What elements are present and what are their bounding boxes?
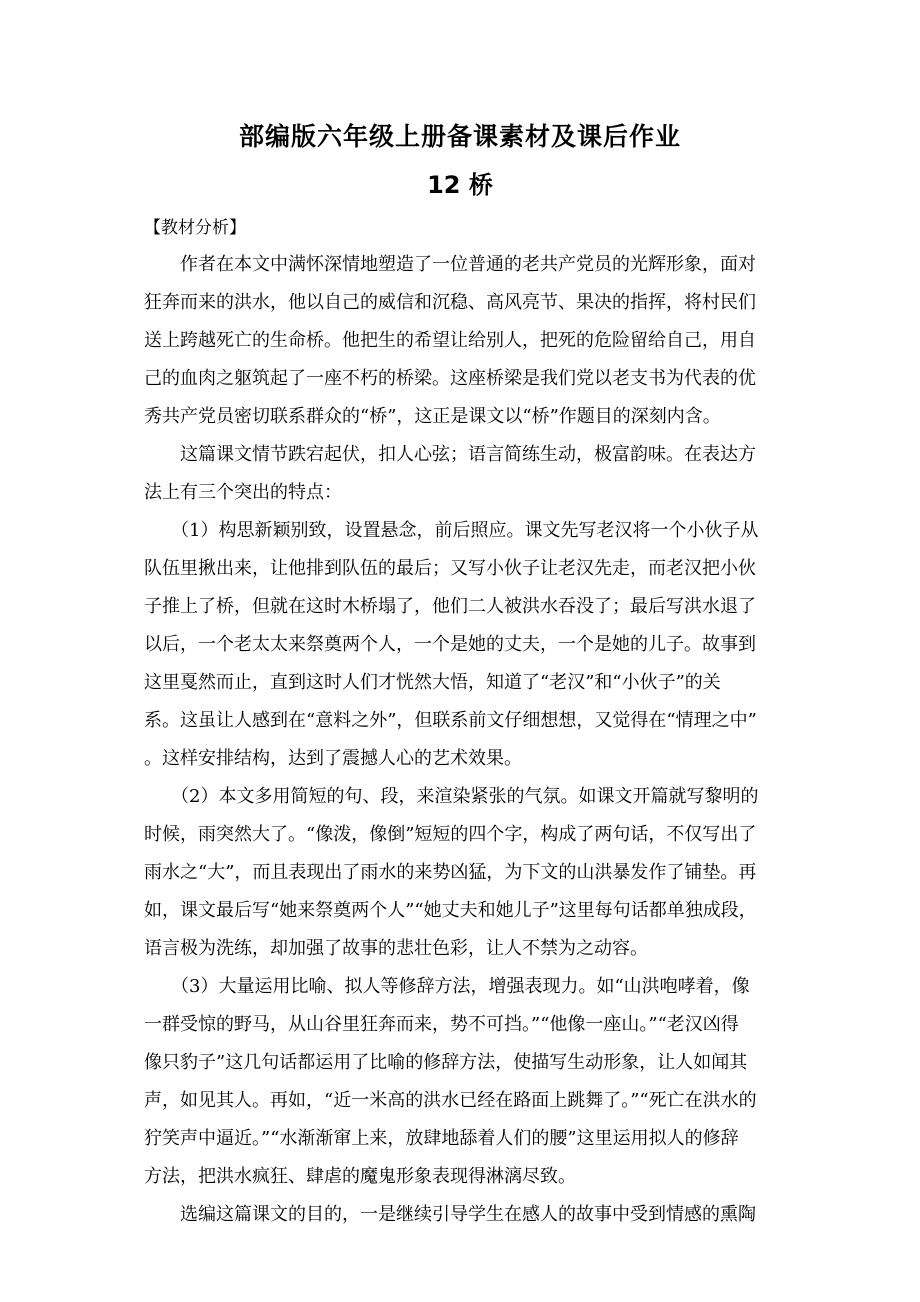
text-line: （2）本文多用简短的句、段，来渲染紧张的气氛。如课文开篇就写黎明的 bbox=[144, 786, 759, 807]
document-title: 部编版六年级上册备课素材及课后作业 bbox=[238, 122, 681, 151]
text-line: 一群受惊的野马，从山谷里狂奔而来，势不可挡。”“他像一座山。”“老汉凶得 bbox=[144, 1014, 739, 1035]
text-line: 以后，一个老太太来祭奠两个人，一个是她的丈夫，一个是她的儿子。故事到 bbox=[144, 634, 756, 655]
text-line: 语言极为洗练，却加强了故事的悲壮色彩，让人不禁为之动容。 bbox=[144, 938, 648, 959]
text-line: 方法，把洪水疯狂、肆虐的魔鬼形象表现得淋漓尽致。 bbox=[144, 1166, 576, 1187]
text-line: 法上有三个突出的特点： bbox=[144, 482, 342, 503]
text-line: 时候，雨突然大了。“像泼，像倒”短短的四个字，构成了两句话，不仅写出了 bbox=[144, 824, 757, 845]
text-line: （3）大量运用比喻、拟人等修辞方法，增强表现力。如“山洪咆哮着，像 bbox=[144, 976, 750, 997]
text-line: 狞笑声中逼近。”“水渐渐窜上来，放肆地舔着人们的腰”这里运用拟人的修辞 bbox=[144, 1128, 739, 1149]
text-line: 子推上了桥，但就在这时木桥塌了，他们二人被洪水吞没了；最后写洪水退了 bbox=[144, 596, 756, 617]
text-line: 。这样安排结构，达到了震撼人心的艺术效果。 bbox=[144, 748, 522, 769]
text-line: 如，课文最后写“她来祭奠两个人”“她丈夫和她儿子”这里每句话都单独成段， bbox=[144, 900, 757, 921]
text-line: 送上跨越死亡的生命桥。他把生的希望让给别人，把死的危险留给自己，用自 bbox=[144, 330, 756, 351]
lesson-title: 12 桥 bbox=[427, 171, 493, 199]
text-line: 选编这篇课文的目的，一是继续引导学生在感人的故事中受到情感的熏陶 bbox=[144, 1204, 756, 1225]
text-line: 像只豹子”这几句话都运用了比喻的修辞方法，使描写生动形象，让人如闻其 bbox=[144, 1052, 748, 1073]
text-line: 己的血肉之躯筑起了一座不朽的桥梁。这座桥梁是我们党以老支书为代表的优 bbox=[144, 368, 756, 389]
text-line: 雨水之“大”，而且表现出了雨水的来势凶猛，为下文的山洪暴发作了铺垫。再 bbox=[144, 862, 757, 883]
section-label: 【教材分析】 bbox=[144, 218, 246, 238]
text-line: 队伍里揪出来，让他排到队伍的最后；又写小伙子让老汉先走，而老汉把小伙 bbox=[144, 558, 756, 579]
text-line: 狂奔而来的洪水，他以自己的威信和沉稳、高风亮节、果决的指挥，将村民们 bbox=[144, 292, 756, 313]
text-line: 秀共产党员密切联系群众的“桥”，这正是课文以“桥”作题目的深刻内含。 bbox=[144, 406, 721, 427]
text-line: 这里戛然而止，直到这时人们才恍然大悟，知道了“老汉”和“小伙子”的关 bbox=[144, 672, 721, 693]
text-line: 这篇课文情节跌宕起伏，扣人心弦；语言简练生动，极富韵味。在表达方 bbox=[144, 444, 756, 465]
text-line: 声，如见其人。再如，“近一米高的洪水已经在路面上跳舞了。”“死亡在洪水的 bbox=[144, 1090, 757, 1111]
text-line: 作者在本文中满怀深情地塑造了一位普通的老共产党员的光辉形象，面对 bbox=[144, 254, 756, 275]
text-line: （1）构思新颖别致，设置悬念，前后照应。课文先写老汉将一个小伙子从 bbox=[144, 520, 759, 541]
text-line: 系。这虽让人感到在“意料之外”，但联系前文仔细想想，又觉得在“情理之中” bbox=[144, 710, 757, 731]
